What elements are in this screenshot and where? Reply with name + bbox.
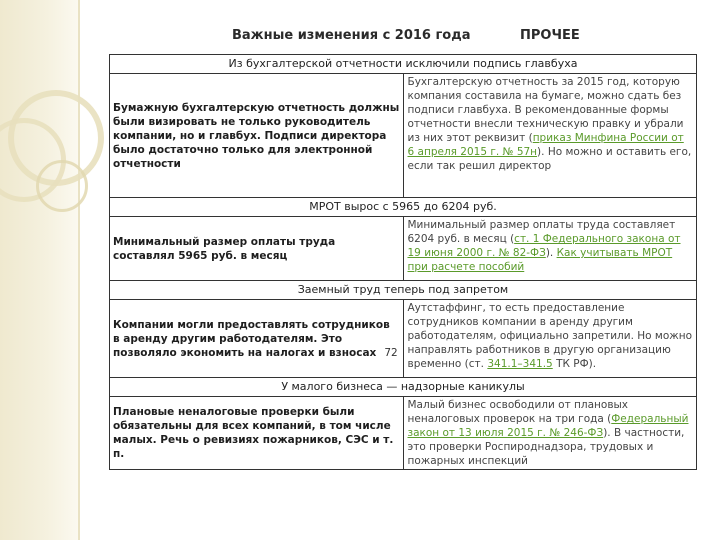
decorative-ring: [36, 160, 88, 212]
new-rule-text: ). Но можно и оставить его, если так решил директор: [407, 146, 692, 172]
new-rule-text: ).: [545, 247, 557, 259]
old-rule-cell: Минимальный размер оплаты труда составлял 5965 руб. в месяц: [110, 217, 404, 281]
new-rule-cell: [403, 217, 697, 281]
table-row: [110, 74, 697, 198]
table-row: [110, 397, 697, 470]
law-link[interactable]: приказ Минфина России от 6 апреля 2015 г. № 57н: [407, 132, 684, 158]
law-link[interactable]: Федеральный закон от 13 июля 2015 г. № 246-ФЗ: [407, 413, 689, 439]
decorative-side-strip: [0, 0, 78, 540]
old-rule-cell: Плановые неналоговые проверки были обязательны для всех компаний, в том числе малых. Речь о ревизиях пожарников, СЭС и т. п.: [110, 397, 404, 470]
law-link[interactable]: ст. 1 Федерального закона от 19 июня 2000 г. № 82-ФЗ: [407, 233, 681, 259]
section-heading: Из бухгалтерской отчетности исключили подпись главбуха: [110, 55, 697, 74]
section-heading-row: [110, 198, 697, 217]
new-rule-cell: [403, 300, 697, 378]
old-rule-cell: Бумажную бухгалтерскую отчетность должны были визировать не только руководитель компании, но и главбух. Подписи директора было достаточно только для электронной отчетности: [110, 74, 404, 198]
old-rule-cell: [110, 300, 404, 378]
table-row: [110, 217, 697, 281]
new-rule-cell: [403, 397, 697, 470]
slide-header: [0, 28, 720, 50]
table-row: [110, 300, 697, 378]
changes-table: [109, 54, 697, 470]
slide-title: Важные изменения с 2016 года: [232, 28, 471, 43]
new-rule-text: ). В частности, это проверки Роспироднадзора, трудовых и пожарных инспекций: [407, 427, 685, 467]
decorative-side-edge: [78, 0, 80, 540]
new-rule-text: Малый бизнес освободили от плановых неналоговых проверок на три года (: [407, 399, 629, 425]
new-rule-text: Бухгалтерскую отчетность за 2015 год, которую компания составила на бумаге, можно сдать без подписи главбуха. В рекомендованные формы отчетности внесли техническую правку и убрали из них этот реквизит (: [407, 76, 684, 144]
article-link[interactable]: Как учитывать МРОТ при расчете пособий: [407, 247, 673, 273]
new-rule-text: ТК РФ).: [552, 358, 597, 370]
new-rule-cell: [403, 74, 697, 198]
section-heading-row: [110, 281, 697, 300]
section-heading-row: [110, 378, 697, 397]
old-rule-text: Компании могли предоставлять сотрудников в аренду другим работодателям. Это позволяло экономить на налогах и взносах: [113, 318, 390, 359]
law-link[interactable]: 341.1–341.5: [487, 358, 553, 370]
section-heading: Заемный труд теперь под запретом: [110, 281, 697, 300]
new-rule-text: Минимальный размер оплаты труда составляет 6204 руб. в месяц (: [407, 219, 676, 245]
section-heading: МРОТ вырос с 5965 до 6204 руб.: [110, 198, 697, 217]
page-number: 72: [384, 346, 398, 359]
section-label: ПРОЧЕЕ: [520, 28, 580, 43]
section-heading: У малого бизнеса — надзорные каникулы: [110, 378, 697, 397]
section-heading-row: [110, 55, 697, 74]
new-rule-text: Аутстаффинг, то есть предоставление сотрудников компании в аренду другим работодателям, официально запретили. Но можно направлять работников в другую организацию временно (ст.: [407, 302, 692, 370]
